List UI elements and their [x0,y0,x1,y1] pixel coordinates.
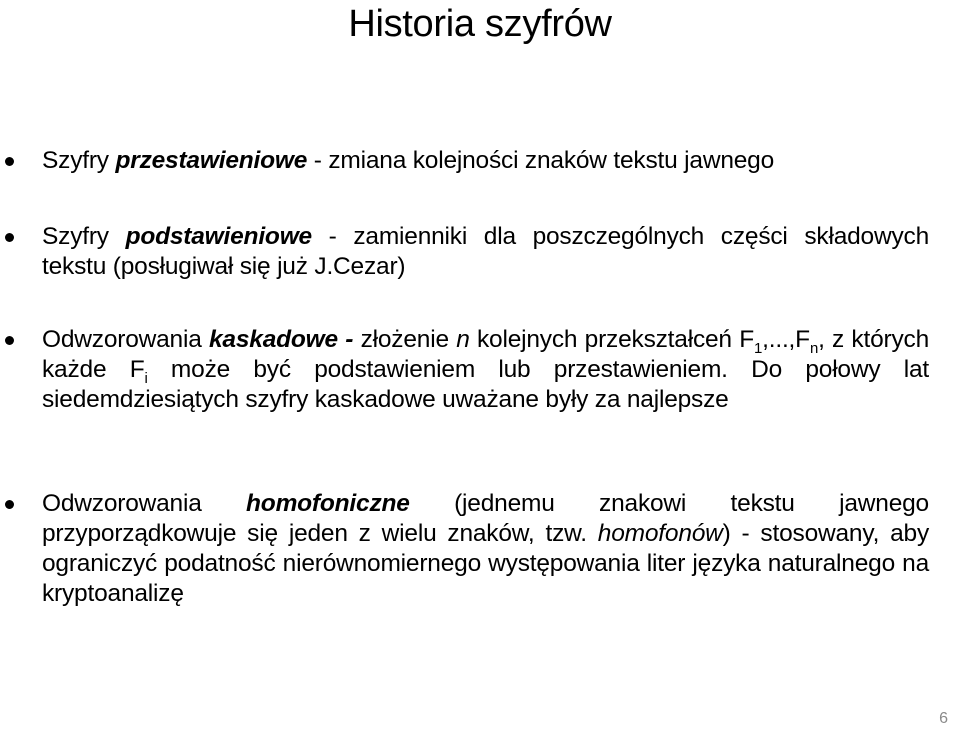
bullet-dot-icon [5,336,14,345]
subscript: i [144,370,148,387]
bullet-text-post: może być podstawieniem lub przestawieniem. Do połowy lat siedemdziesiątych szyfry kaskadowe uważane były za najlepsze [42,356,930,413]
bullet-dot-icon [5,500,14,509]
bullet-text-mid: ,...,F [762,326,810,353]
slide-title: Historia szyfrów [348,3,612,45]
subscript: n [809,340,819,357]
bullet-text-mid: kolejnych przekształceń F [469,326,754,353]
bullet-text-mid: złożenie [353,326,457,353]
bullet-term: homofoniczne [246,490,410,517]
bullet-text [42,489,929,609]
bullet-dot-icon [5,157,14,166]
bullet-term: kaskadowe - [209,326,354,353]
bullet-italic: n [456,326,470,353]
bullet-text [42,325,929,415]
bullet-text-mid: , z których każde F [42,326,929,383]
bullet-term: podstawieniowe [125,223,312,250]
bullet-dot-icon [5,233,14,242]
bullet-text [42,146,929,176]
bullet-text-pre: Odwzorowania [42,326,209,353]
bullet-text-mid: (jednemu znakowi tekstu jawnego przyporządkowuje się jeden z wielu znaków, tzw. [42,490,929,547]
bullet-text-post: - zmiana kolejności znaków tekstu jawnego [307,147,775,174]
bullet-text-post: - zamienniki dla poszczególnych części składowych tekstu (posługiwał się już J.Cezar) [42,223,930,280]
bullet-text-pre: Szyfry [42,223,126,250]
bullet-term: przestawieniowe [115,147,308,174]
page-number: 6 [939,710,948,727]
bullet-text-pre: Odwzorowania [42,490,247,517]
subscript: 1 [753,340,763,357]
bullet-text-post: ) - stosowany, aby ograniczyć podatność nierównomiernego występowania liter języka naturalnego na kryptoanalizę [42,520,929,607]
bullet-text [42,222,929,282]
bullet-italic: homofonów [597,520,723,547]
bullet-text-pre: Szyfry [42,147,116,174]
